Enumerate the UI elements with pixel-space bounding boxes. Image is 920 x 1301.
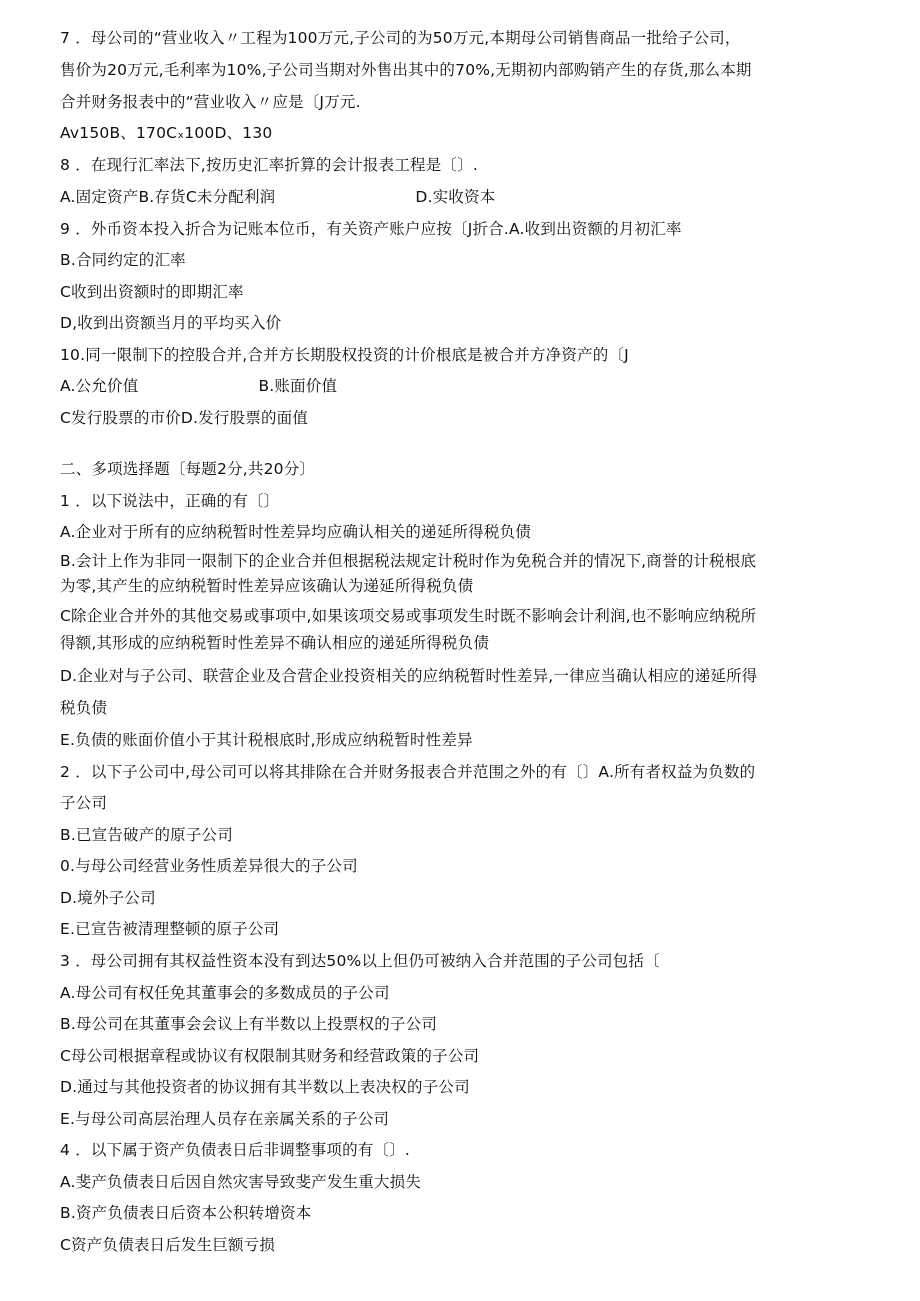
section-2-heading: 二、多项选择题〔每题2分,共20分〕	[60, 460, 316, 478]
q10-stem: 10.同一限制下的控股合并,合并方长期股权投资的计价根底是被合并方净资产的〔J	[60, 346, 629, 364]
mq1-option-a: A.企业对于所有的应纳税暂时性差异均应确认相关的递延所得税负债	[60, 523, 531, 541]
q8-option-d: D.实收资本	[415, 188, 496, 206]
mq4-stem: 4 ．以下属于资产负债表日后非调整事项的有〔〕.	[60, 1141, 411, 1159]
mq3-stem: 3 ．母公司拥有其权益性资本没有到达50%以上但仍可被纳入合并范围的子公司包括〔	[60, 952, 660, 970]
mq4-option-a: A.斐产负债表日后因自然灾害导致斐产发生重大损失	[60, 1173, 422, 1191]
mq1-option-b-line-2: 为零,其产生的应纳税暂时性差异应该确认为递延所得税负债	[60, 577, 474, 595]
q7-stem-line-1: 7 ．母公司的“营业收入〃工程为100万元,子公司的为50万元,本期母公司销售商品一批给子公司，	[60, 29, 741, 47]
mq1-option-b-line-1: B.会计上作为非同一限制下的企业合并但根据税法规定计税时作为免税合并的情况下,商誉的计税根底	[60, 552, 757, 570]
q9-stem: 9 ．外币资本投入折合为记账本位币，有关资产账户应按〔J折合.A.收到出资额的月初汇率	[60, 220, 682, 238]
q7-stem-line-3: 合并财务报表中的“营业收入〃应是〔J万元.	[60, 93, 361, 111]
q8-options-abc: A.固定资产B.存货C未分配利润	[60, 188, 276, 206]
mq3-option-c: C母公司根据章程或协议有权限制其财务和经营政策的子公司	[60, 1047, 480, 1065]
q10-options-ab	[60, 375, 900, 397]
q9-option-b: B.合同约定的汇率	[60, 251, 186, 269]
mq2-option-b: B.已宣告破产的原子公司	[60, 826, 233, 844]
mq1-option-c-line-1: C除企业合并外的其他交易或事项中,如果该项交易或事项发生时既不影响会计利润,也不影响应纳税所	[60, 607, 757, 625]
mq1-option-d-line-2: 税负债	[60, 699, 108, 717]
q10-option-a: A.公允价值	[60, 377, 139, 395]
q8-stem: 8 ．在现行汇率法下,按历史汇率折算的会计报表工程是〔〕.	[60, 156, 478, 174]
q10-options-cd: C发行股票的市价D.发行股票的面值	[60, 409, 309, 427]
q7-options: Av150B、170Cₓ100D、130	[60, 124, 273, 142]
mq1-option-e: E.负债的账面价值小于其计税根底时,形成应纳税暂时性差异	[60, 731, 473, 749]
mq4-option-b: B.资产负债表日后资本公积转增资本	[60, 1204, 312, 1222]
mq3-option-a: A.母公司有权任免其董事会的多数成员的子公司	[60, 984, 390, 1002]
mq1-option-d-line-1: D.企业对与子公司、联营企业及合营企业投资相关的应纳税暂时性差异,一律应当确认相应的递延所得	[60, 667, 758, 685]
mq2-option-e: E.已宣告被清理整顿的原子公司	[60, 920, 280, 938]
mq3-option-b: B.母公司在其董事会会议上有半数以上投票权的子公司	[60, 1015, 438, 1033]
mq2-option-c: 0.与母公司经营业务性质差异很大的子公司	[60, 857, 358, 875]
q10-option-b: B.账面价值	[258, 377, 338, 395]
mq2-stem-line-2: 子公司	[60, 794, 108, 812]
q8-options	[60, 186, 900, 208]
q9-option-c: C收到出资额时的即期汇率	[60, 283, 244, 301]
mq3-option-d: D.通过与其他投资者的协议拥有其半数以上表决权的子公司	[60, 1078, 470, 1096]
mq2-stem-line-1: 2 ．以下子公司中,母公司可以将其排除在合并财务报表合并范围之外的有〔〕A.所有者权益为负数的	[60, 763, 756, 781]
mq2-option-d: D.境外子公司	[60, 889, 156, 907]
mq3-option-e: E.与母公司高层治理人员存在亲属关系的子公司	[60, 1110, 390, 1128]
q9-option-d: D,收到出资额当月的平均买入价	[60, 314, 282, 332]
mq1-option-c-line-2: 得额,其形成的应纳税暂时性差异不确认相应的递延所得税负债	[60, 634, 490, 652]
q7-stem-line-2: 售价为20万元,毛利率为10%,子公司当期对外售出其中的70%,无期初内部购销产生的存货,那么本期	[60, 61, 752, 79]
mq1-stem: 1 ．以下说法中，正确的有〔〕	[60, 492, 280, 510]
mq4-option-c: C资产负债表日后发生巨额亏损	[60, 1236, 276, 1254]
